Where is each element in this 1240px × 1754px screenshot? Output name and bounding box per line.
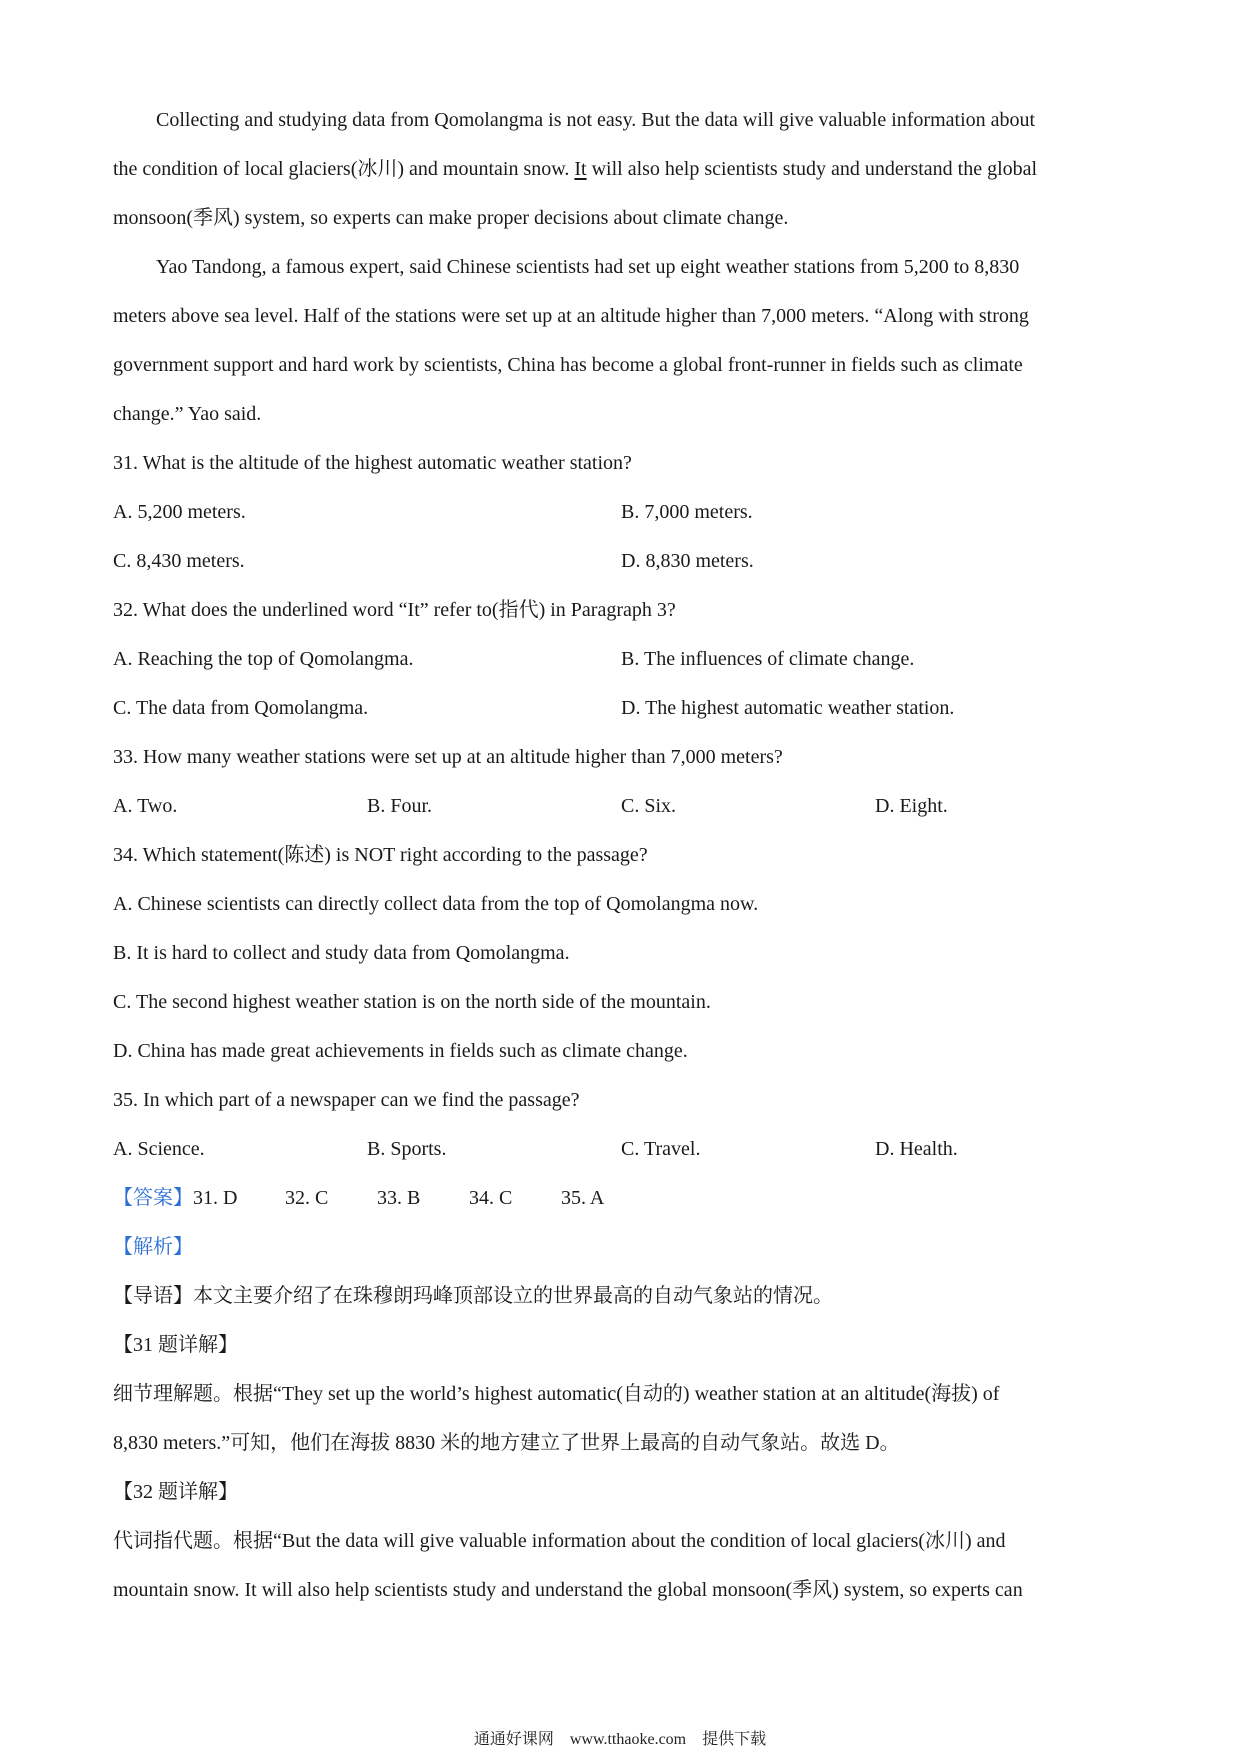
option: B. Four. <box>367 795 433 817</box>
analysis-line: 细节理解题。根据“They set up the world’s highest automatic(自动的) weather station at an altitude(海拔) of <box>113 1383 1000 1405</box>
option: D. The highest automatic weather station. <box>621 697 955 719</box>
passage-line: monsoon(季风) system, so experts can make proper decisions about climate change. <box>113 207 789 229</box>
document-page <box>113 96 1133 1615</box>
question-stem: 33. How many weather stations were set up at an altitude higher than 7,000 meters? <box>113 746 783 768</box>
q31-detail-title: 【31 题详解】 <box>113 1334 238 1356</box>
question-stem: 34. Which statement(陈述) is NOT right according to the passage? <box>113 844 648 866</box>
answer-tag: 【答案】 <box>113 1187 193 1209</box>
answer-item: 35. A <box>561 1187 605 1209</box>
passage-text: the condition of local glaciers(冰川) and mountain snow. <box>113 158 575 180</box>
answer-item: 33. B <box>377 1187 421 1209</box>
option: C. The data from Qomolangma. <box>113 697 369 719</box>
analysis-line: mountain snow. It will also help scientists study and understand the global monsoon(季风) system, so experts can <box>113 1579 1023 1601</box>
passage-line: Yao Tandong, a famous expert, said Chinese scientists had set up eight weather stations from 5,200 to 8,830 <box>156 256 1020 278</box>
option: B. Sports. <box>367 1138 447 1160</box>
option: C. The second highest weather station is on the north side of the mountain. <box>113 991 711 1013</box>
passage-line: Collecting and studying data from Qomolangma is not easy. But the data will give valuable information about <box>156 109 1036 131</box>
option: C. 8,430 meters. <box>113 550 245 572</box>
footer-site-note: 提供下载 <box>702 1731 767 1748</box>
option: A. Science. <box>113 1138 205 1160</box>
option: D. China has made great achievements in fields such as climate change. <box>113 1040 688 1062</box>
option: A. 5,200 meters. <box>113 501 246 523</box>
passage-line <box>113 145 1133 194</box>
answer-item: 31. D <box>193 1187 238 1209</box>
option: C. Travel. <box>621 1138 701 1160</box>
option: A. Chinese scientists can directly collect data from the top of Qomolangma now. <box>113 893 759 915</box>
option-row <box>113 488 1133 537</box>
answer-line <box>113 1174 1133 1223</box>
answer-item: 34. C <box>469 1187 513 1209</box>
footer-site-name: 通通好课网 <box>473 1731 554 1748</box>
question-stem: 32. What does the underlined word “It” refer to(指代) in Paragraph 3? <box>113 599 676 621</box>
passage-text: will also help scientists study and understand the global <box>586 158 1038 180</box>
option-row <box>113 1125 1133 1174</box>
analysis-line: 8,830 meters.”可知，他们在海拔 8830 米的地方建立了世界上最高的自动气象站。故选 D。 <box>113 1432 900 1454</box>
passage-line: government support and hard work by scientists, China has become a global front-runner in fields such as climate <box>113 354 1023 376</box>
option: D. Health. <box>875 1138 958 1160</box>
option: B. The influences of climate change. <box>621 648 915 670</box>
question-stem: 35. In which part of a newspaper can we find the passage? <box>113 1089 580 1111</box>
option: D. Eight. <box>875 795 948 817</box>
option-row <box>113 782 1133 831</box>
answer-item: 32. C <box>285 1187 329 1209</box>
option: B. It is hard to collect and study data from Qomolangma. <box>113 942 570 964</box>
passage-line: change.” Yao said. <box>113 403 262 425</box>
analysis-tag: 【解析】 <box>113 1236 193 1258</box>
option: D. 8,830 meters. <box>621 550 754 572</box>
option-row <box>113 635 1133 684</box>
option: C. Six. <box>621 795 677 817</box>
analysis-line: 代词指代题。根据“But the data will give valuable information about the condition of local glaciers(冰川) and <box>113 1530 1006 1552</box>
option: B. 7,000 meters. <box>621 501 753 523</box>
footer-site-url: www.tthaoke.com <box>569 1731 687 1748</box>
q32-detail-title: 【32 题详解】 <box>113 1481 238 1503</box>
option: A. Reaching the top of Qomolangma. <box>113 648 414 670</box>
question-stem: 31. What is the altitude of the highest automatic weather station? <box>113 452 632 474</box>
passage-line: meters above sea level. Half of the stations were set up at an altitude higher than 7,000 meters. “Along with strong <box>113 305 1029 327</box>
page-footer <box>0 1726 1240 1749</box>
analysis-intro: 【导语】本文主要介绍了在珠穆朗玛峰顶部设立的世界最高的自动气象站的情况。 <box>113 1285 833 1307</box>
option-row <box>113 537 1133 586</box>
option-row <box>113 684 1133 733</box>
option: A. Two. <box>113 795 178 817</box>
underlined-word: It <box>574 158 587 180</box>
